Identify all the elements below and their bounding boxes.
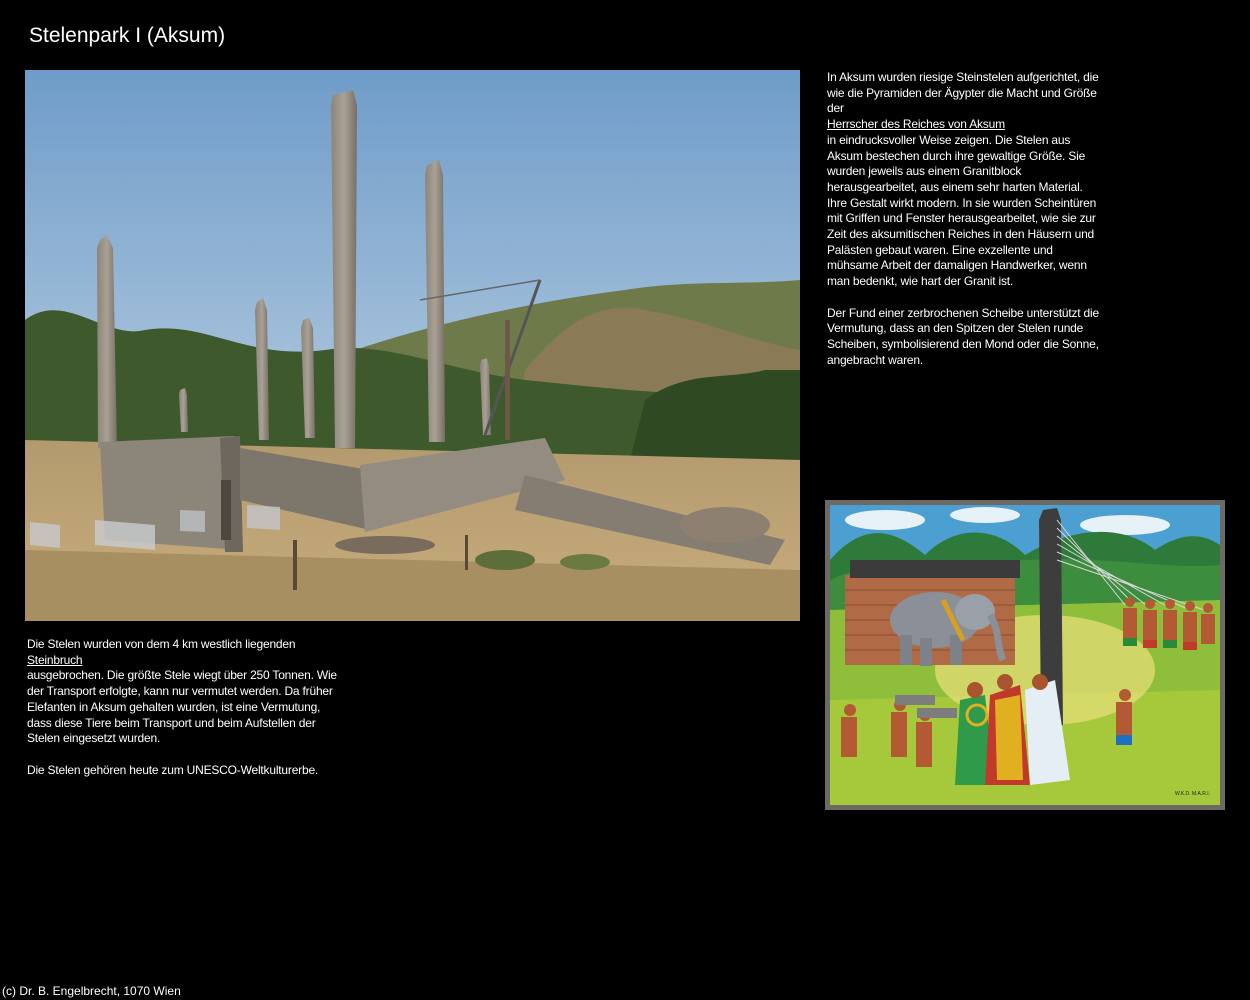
right-rest-text: in eindrucksvoller Weise zeigen. Die Stelen aus Aksum bestechen durch ihre gewaltige Größe. Sie wurden jeweils aus einem Granitblock herausgearbeitet, aus einem sehr harten Material. Ihre Gestalt wirkt modern. In sie wurden Scheintüren mit Griffen und Fenster herausgearbeitet, wie sie zur Zeit des aksumitischen Reiches in den Häusern und Palästen gebaut waren. Eine exzellente und mühsame Arbeit der damaligen Handwerker, wenn man bedenkt, wie hart der Granit ist. [827, 132, 1097, 289]
page-title: Stelenpark I (Aksum) [29, 24, 226, 47]
herrscher-link[interactable]: Herrscher des Reiches von Aksum [827, 117, 1005, 132]
left-paragraph-2: Die Stelen gehören heute zum UNESCO-Weltkulturerbe. [27, 762, 319, 777]
steinbruch-link[interactable]: Steinbruch [27, 652, 83, 667]
transport-painting [825, 500, 1225, 810]
left-intro-text: Die Stelen wurden von dem 4 km westlich liegenden [27, 637, 296, 651]
right-intro-text: In Aksum wurden riesige Steinstelen aufgerichtet, die wie die Pyramiden der Ägypter die Macht und Größe der [827, 70, 1099, 116]
stelae-park-photo [25, 70, 800, 621]
left-rest-text: ausgebrochen. Die größte Stele wiegt über 250 Tonnen. Wie der Transport erfolgte, kann nur vermutet werden. Da früher Elefanten in Aksum gehalten wurden, ist eine Vermutung, dass diese Tiere beim Transport und beim Aufstellen der Stelen eingesetzt wurden. [27, 668, 337, 746]
right-paragraph-2: Der Fund einer zerbrochenen Scheibe unterstützt die Vermutung, dass an den Spitzen der Stelen runde Scheiben, symbolisierend den Mond oder die Sonne, angebracht waren. [827, 305, 1099, 367]
copyright-footer: (c) Dr. B. Engelbrecht, 1070 Wien [2, 984, 181, 998]
description-left [27, 637, 337, 778]
painting-signature: W.K.D. M.A.R.I. [1175, 791, 1211, 797]
description-right [827, 70, 1102, 368]
